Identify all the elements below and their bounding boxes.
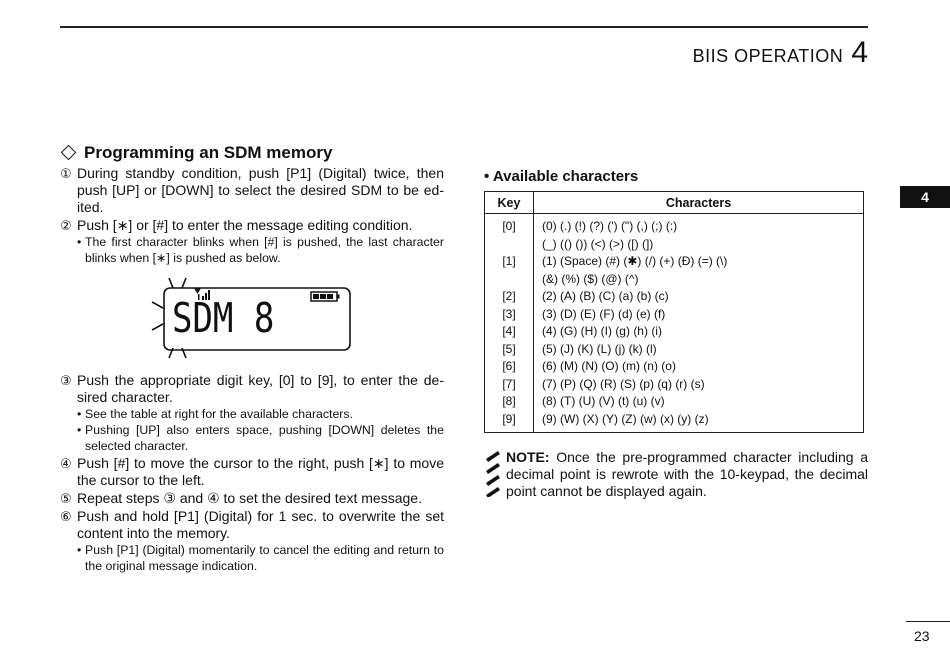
chapter-tab: 4 [900,186,950,208]
step-1 [60,165,444,216]
characters-column-header: Characters [534,192,864,214]
right-column [484,168,864,433]
note-label: NOTE: [506,449,550,465]
left-column [60,144,444,574]
step-6 [60,508,444,542]
lcd-text: SDM 8 [172,293,275,342]
step-number: ③ [60,373,72,388]
step-text: Push and hold [P1] (Digital) for 1 sec. to overwrite the set content into the memory. [77,508,444,541]
note-text: Once the pre-programmed character including a decimal point is rewrote with the 10-keypad, the decimal point cannot be displayed again. [506,449,868,499]
note-icon [484,449,502,501]
step-note: • Push [P1] (Digital) momentarily to cancel the editing and return to the original message indication. [77,543,444,573]
lcd-illustration [60,272,444,368]
bullet-icon: • [77,407,82,421]
header-title: BIIS OPERATION [692,46,844,66]
step-note: • See the table at right for the available characters. [77,407,353,421]
table-row [485,214,864,433]
bullet-icon: • [77,423,82,437]
diamond-icon [61,145,77,161]
step-number: ④ [60,456,72,471]
character-cells: (0) (.) (!) (?) (') (") (,) (;) (:) (_) (() ()) (<) (>) ([) (]) (1) (Space) (#) (✱) (/) (+) (Đ) (=) (\) (&) (%) ($) (@) (^) (2) (A) (B) (C) (a) (b) (c) (3) (D) (E) (F) (d) (e) (f) (4) (G) (H) (I) (g) (h) (i) (5) (J) (K) (L) (j) (k) (l) (6) (M) (N) (O) (m) (n) (o) (7) (P) (Q) (R) (S) (p) (q) (r) (s) (8) (T) (U) (V) (t) (u) (v) (9) (W) (X) (Y) (Z) (w) (x) (y) (z) [534,214,864,433]
key-cells: [0] [1] [2] [3] [4] [5] [6] [7] [8] [9] [485,214,534,433]
lcd-display-icon [60,272,444,368]
note-box [484,449,868,501]
step-2 [60,217,444,234]
step-text: Repeat steps ③ and ④ to set the desired text message. [77,490,422,506]
key-column-header: Key [485,192,534,214]
step-text: Push the appropriate digit key, [0] to [9], to enter the de-sired character. [77,372,444,405]
step-4 [60,455,444,489]
bottom-rule [906,621,950,622]
step-note: • Pushing [UP] also enters space, pushing [DOWN] deletes the selected character. [77,423,444,453]
top-rule [60,26,868,28]
characters-table [484,191,864,433]
step-note: • The first character blinks when [#] is pushed, the last character blinks when [∗] is pushed as below. [77,235,444,265]
chapter-number: 4 [851,36,868,69]
step-text: Push [∗] or [#] to enter the message editing condition. [77,217,413,233]
page-header [693,36,868,70]
section-title-text: Programming an SDM memory [84,143,333,162]
step-3 [60,372,444,406]
section-title [60,144,444,161]
step-number: ② [60,218,72,233]
step-number: ① [60,166,72,181]
step-text: During standby condition, push [P1] (Digital) twice, then push [UP] or [DOWN] to select the desired SDM to be ed-ited. [77,165,444,215]
bullet-icon: • [77,235,82,249]
available-characters-title: • Available characters [484,168,639,185]
page-number: 23 [914,628,930,644]
step-5 [60,490,444,507]
step-number: ⑥ [60,509,72,524]
step-number: ⑤ [60,491,72,506]
bullet-icon: • [77,543,82,557]
step-text: Push [#] to move the cursor to the right, push [∗] to move the cursor to the left. [77,455,444,488]
